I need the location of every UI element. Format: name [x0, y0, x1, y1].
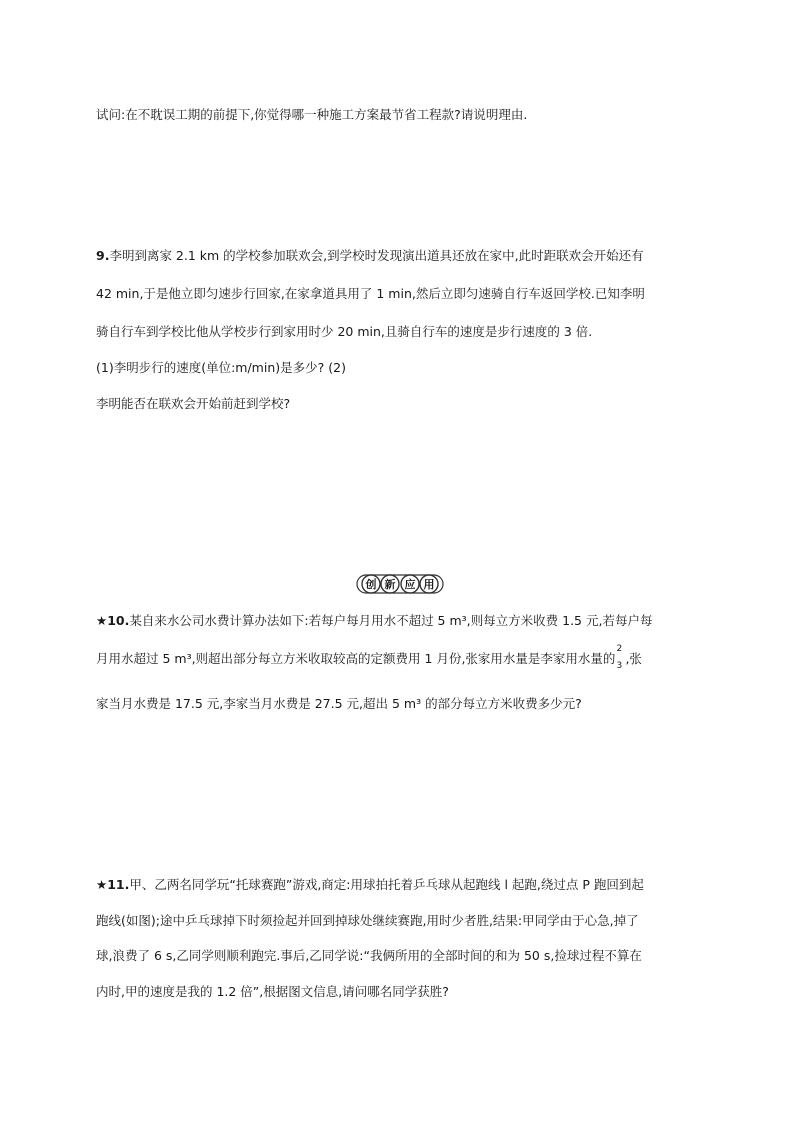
banner-char-3: 应 — [404, 578, 416, 591]
q10-line-3: 家当月水费是 17.5 元,李家当月水费是 27.5 元,超出 5 m³ 的部分每立方米收费多少元? — [96, 696, 582, 711]
q10-line-1: ★10.某自来水公司水费计算办法如下:若每户每月用水不超过 5 m³,则每立方米收费 1.5 元,若每户每 — [96, 613, 653, 628]
q11-line-2: 跑线(如图);途中乒乓球掉下时须捡起并回到掉球处继续赛跑,用时少者胜,结果:甲同学由于心急,掉了 — [96, 913, 639, 928]
q11-line-4: 内时,甲的速度是我的 1.2 倍”,根据图文信息,请问哪名同学获胜? — [96, 984, 449, 999]
banner-char-1: 创 — [365, 578, 377, 591]
q9-number: 9. — [96, 248, 110, 263]
star-icon: ★ — [96, 613, 108, 628]
q9-line-1: 9.李明到离家 2.1 km 的学校参加联欢会,到学校时发现演出道具还放在家中,此时距联欢会开始还有 — [96, 248, 644, 263]
q11-number: 11. — [107, 877, 130, 892]
q9-line-5: 李明能否在联欢会开始前赶到学校? — [96, 396, 291, 411]
fraction: 2 3 — [616, 644, 623, 671]
q11-line-3: 球,浪费了 6 s,乙同学则顺利跑完.事后,乙同学说:“我俩所用的全部时间的和为 50 s,捡球过程不算在 — [96, 948, 642, 963]
banner-char-2: 新 — [384, 578, 396, 591]
q11-line-1: ★11.甲、乙两名同学玩“托球赛跑”游戏,商定:用球拍托着乒乓球从起跑线 l 起跑,绕过点 P 跑回到起 — [96, 877, 644, 892]
q9-line-4: (1)李明步行的速度(单位:m/min)是多少? (2) — [96, 360, 346, 375]
q10-line-2: 月用水超过 5 m³,则超出部分每立方米收取较高的定额费用 1 月份,张家用水量是李家用水量的 2 3 ,张 — [96, 644, 642, 671]
q9-line-3: 骑自行车到学校比他从学校步行到家用时少 20 min,且骑自行车的速度是步行速度的 3 倍. — [96, 324, 593, 339]
q10-number: 10. — [107, 613, 130, 628]
section-banner-innovation — [356, 573, 444, 595]
q9-line-2: 42 min,于是他立即匀速步行回家,在家拿道具用了 1 min,然后立即匀速骑自行车返回学校.已知李明 — [96, 286, 645, 301]
star-icon: ★ — [96, 877, 108, 892]
intro-line: 试问:在不耽误工期的前提下,你觉得哪一种施工方案最节省工程款?请说明理由. — [96, 107, 528, 122]
banner-char-4: 用 — [423, 578, 435, 591]
